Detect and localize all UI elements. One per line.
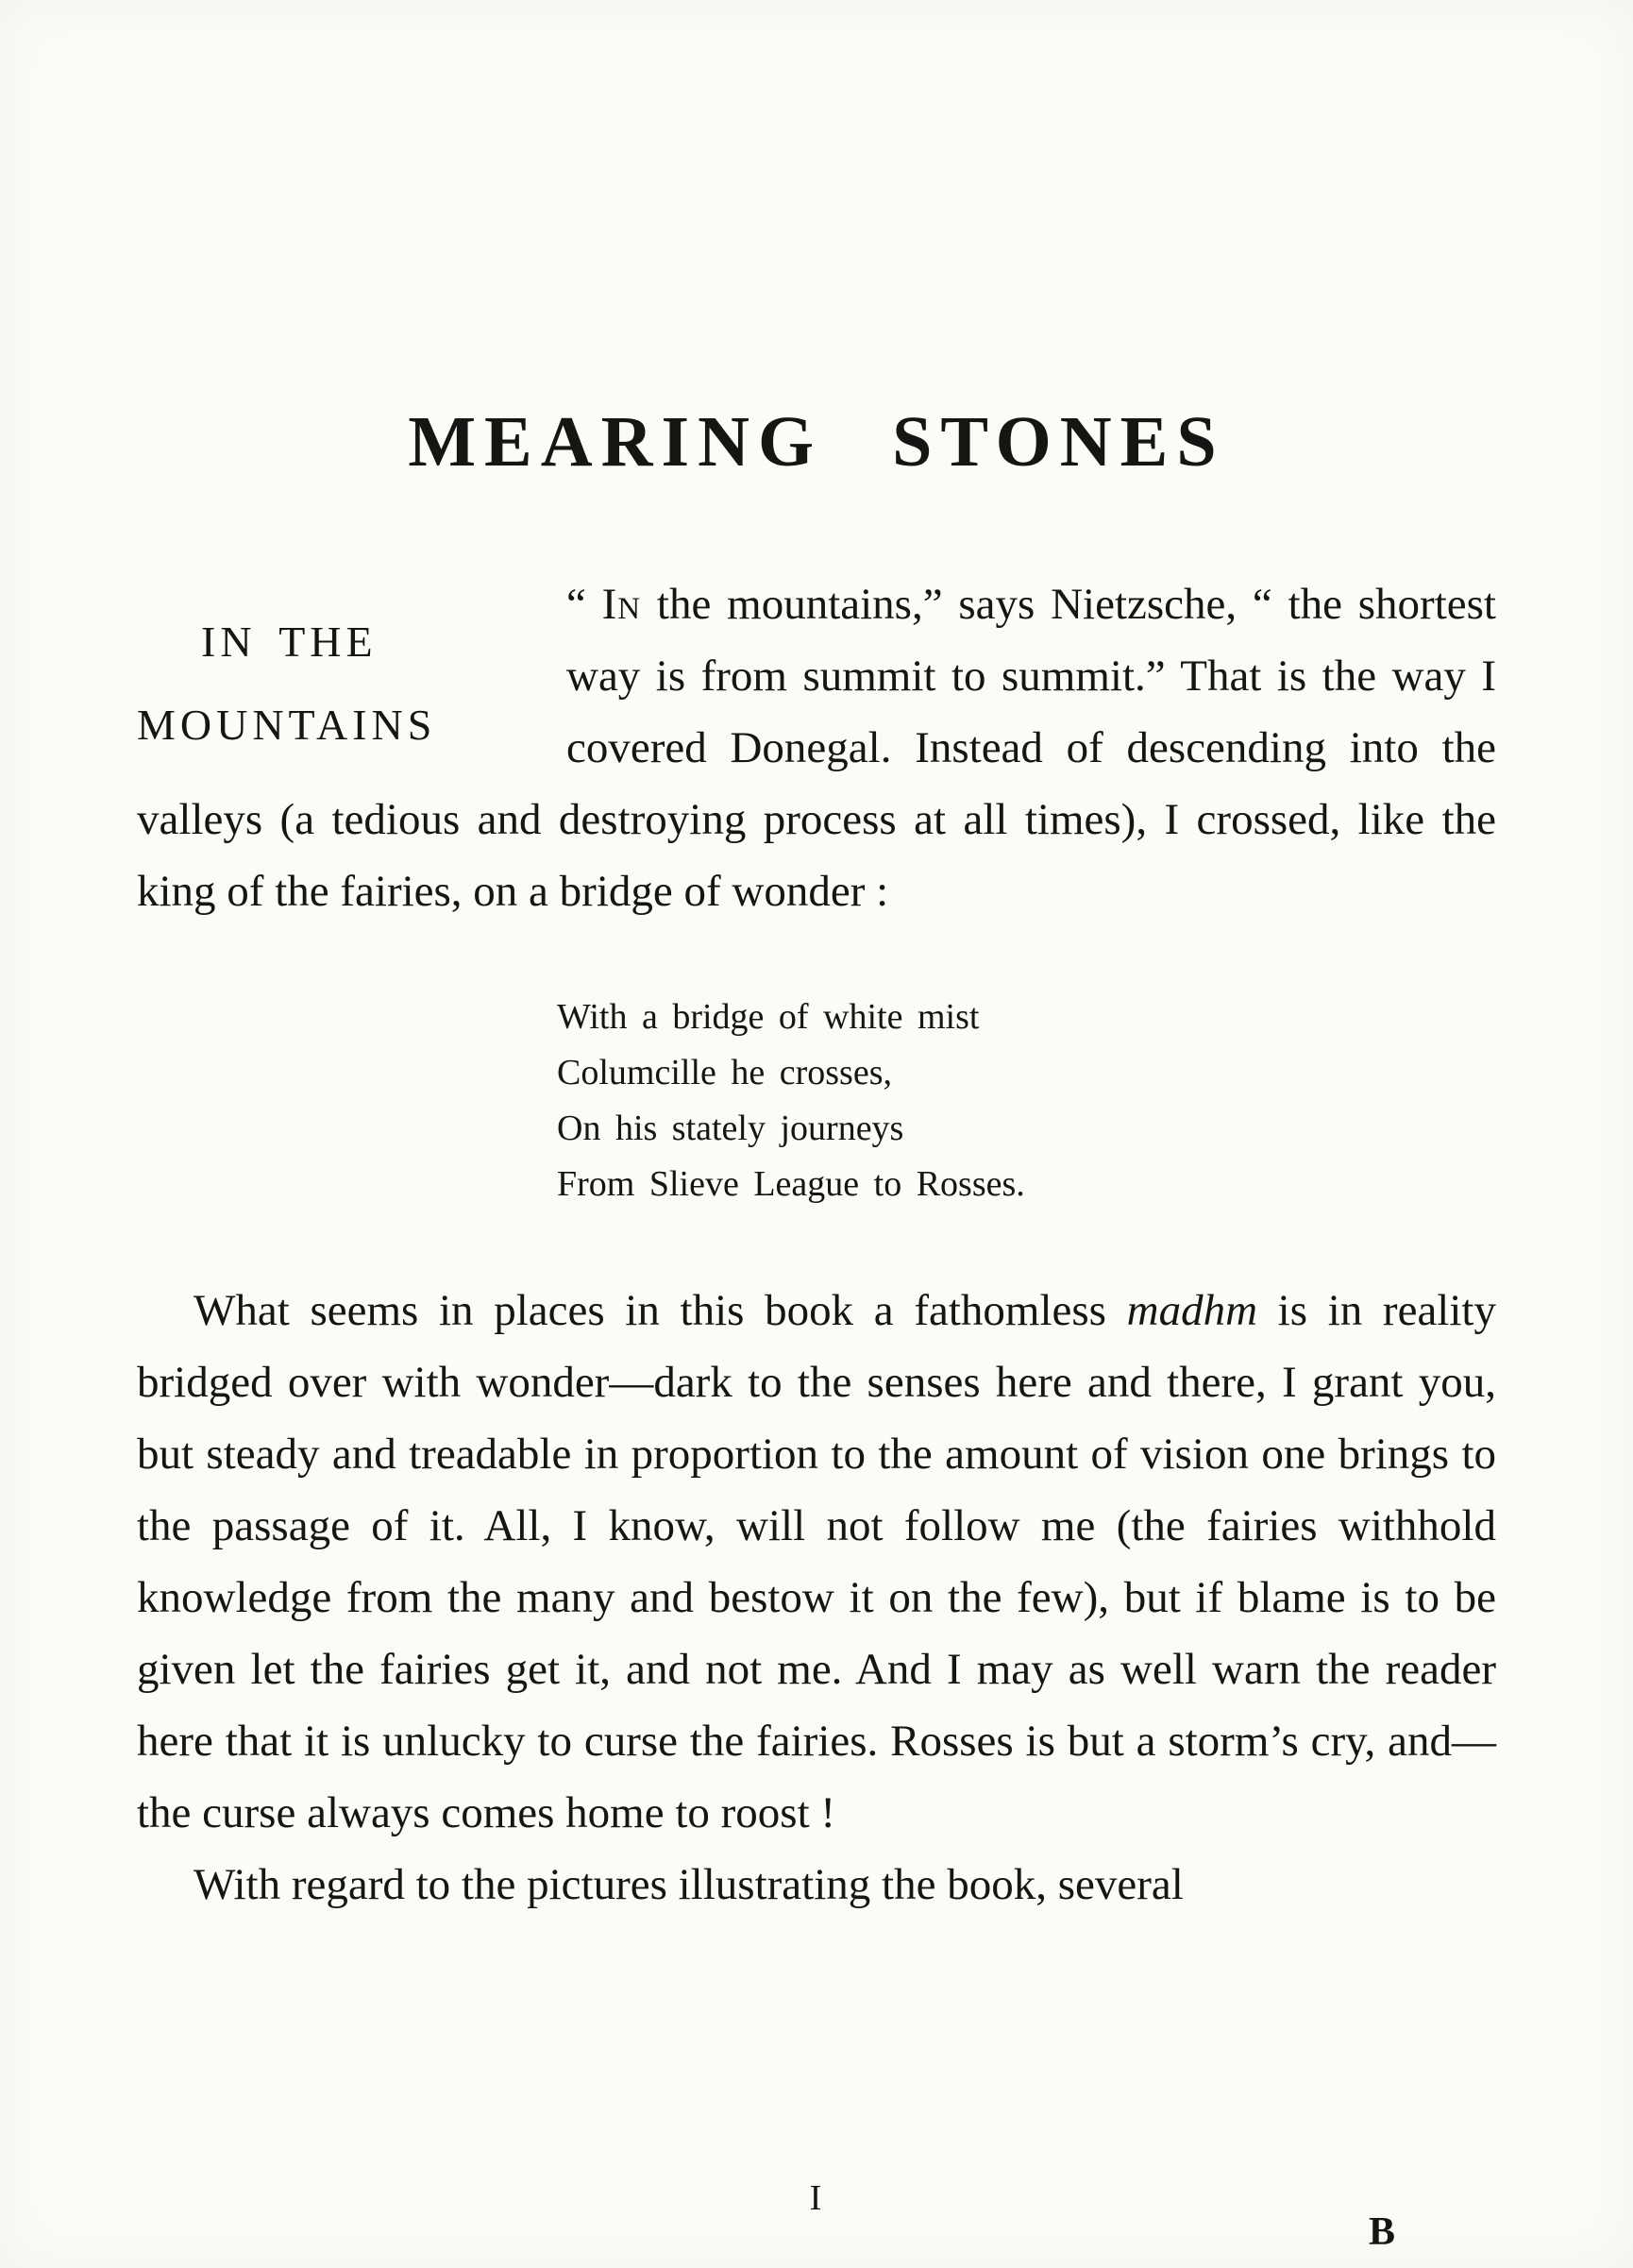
verse-line-1: With a bridge of white mist (557, 997, 980, 1037)
printer-signature: B (1368, 2210, 1395, 2254)
p2-text-post: is in reality bridged over with wonder—dark to the senses here and there, I grant you, but steady and treadable in proportion to the amount of vision one brings to the passage of it. All, I know, will not follow me (the fairies withhold knowledge from the many and bestow it on the few), but if blame is to be given let the fairies get it, and not me. And I may as well warn the reader here that it is unlucky to curse the fairies. Rosses is but a storm’s cry, and—the curse always comes home to roost ! (137, 1286, 1496, 1837)
p1-first-word: In (601, 580, 642, 629)
verse-block (557, 990, 1496, 1212)
p2-text-pre: What seems in places in this book a fathomless (194, 1286, 1127, 1335)
verse-line-4: From Slieve League to Rosses. (557, 1164, 1025, 1204)
page-number: I (809, 2178, 824, 2218)
verse-line-2: Columcille he crosses, (557, 1053, 892, 1092)
paragraph-2 (137, 1275, 1496, 1849)
section-sidehead (137, 568, 566, 778)
page-title: MEARING STONES (408, 402, 1225, 482)
sidehead-line-1: IN THE (201, 618, 378, 666)
paragraph-1 (137, 568, 1496, 927)
sidehead-line-2: MOUNTAINS (137, 701, 437, 749)
p2-italic-word: madhm (1126, 1286, 1258, 1335)
paragraph-3: With regard to the pictures illustrating the book, several (194, 1860, 1184, 1909)
p1-open-quote: “ (566, 580, 602, 629)
verse-line-3: On his stately journeys (557, 1109, 904, 1148)
body-text (137, 568, 1496, 1921)
p1-text: the mountains,” says Nietzsche, “ the shortest way is from summit to summit.” That is the way I covered Donegal. Instead of descending into the valleys (a tedious and destroying process at all times), I crossed, like the king of the fairies, on a bridge of wonder : (137, 580, 1496, 916)
